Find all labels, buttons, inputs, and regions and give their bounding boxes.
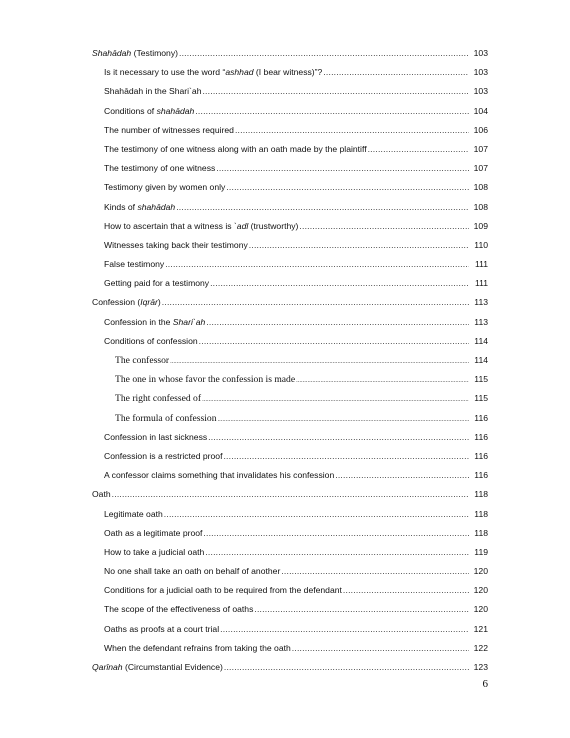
toc-entry[interactable] [92, 370, 488, 389]
toc-entry-title [92, 485, 111, 504]
toc-entry-title [104, 620, 219, 639]
toc-entry-title [104, 639, 291, 658]
toc-entry-page: 108 [473, 201, 488, 212]
toc-entry-leader-dots [165, 255, 469, 274]
toc-entry-page: 103 [473, 67, 488, 78]
toc-entry-title-part: (trustworthy) [248, 220, 299, 231]
toc-entry-page: 109 [473, 220, 488, 231]
toc-entry-page: 116 [474, 412, 488, 423]
toc-entry-page: 103 [473, 48, 488, 58]
toc-entry-leader-dots [335, 466, 469, 485]
toc-entry-leader-dots [226, 178, 469, 197]
toc-entry-title [104, 102, 194, 121]
toc-entry-page: 116 [474, 450, 488, 461]
toc-entry-title [104, 63, 322, 82]
toc-entry-page: 120 [473, 604, 488, 615]
toc-entry-title-part: Getting paid for a testimony [104, 278, 210, 289]
toc-entry-leader-dots [208, 428, 469, 447]
toc-entry-leader-dots [202, 390, 469, 409]
toc-entry-page: 116 [474, 470, 488, 481]
toc-entry-title [104, 255, 164, 274]
toc-entry-title-part: The scope of the effectiveness of oaths [104, 604, 254, 615]
toc-entry-leader-dots [202, 82, 469, 101]
toc-entry[interactable] [92, 159, 488, 178]
toc-entry-page: 104 [473, 105, 488, 116]
toc-entry-page: 123 [473, 662, 488, 672]
toc-entry-leader-dots [281, 562, 469, 581]
toc-entry[interactable] [92, 198, 488, 217]
toc-entry-title-part: ) [157, 297, 161, 308]
toc-entry-title-part: shahādah [137, 201, 176, 212]
toc-entry-title-part: Oaths as proofs at a court trial [104, 623, 220, 634]
toc-entry-title [104, 178, 225, 197]
toc-entry-title-part: (Testimony) [131, 48, 178, 58]
toc-entry-leader-dots [164, 505, 469, 524]
toc-entry-page: 114 [474, 355, 488, 365]
toc-entry-title-part: Legitimate oath [104, 508, 163, 519]
toc-entry-title [104, 562, 280, 581]
toc-entry-page: 108 [473, 182, 488, 193]
toc-entry-title [115, 389, 201, 408]
toc-entry-title-part: Conditions for a judicial oath to be required from the defendant [104, 585, 342, 596]
toc-entry-title [115, 409, 217, 428]
toc-entry-leader-dots [203, 524, 469, 543]
toc-entry[interactable] [92, 639, 488, 658]
toc-entry-leader-dots [343, 581, 469, 600]
toc-entry-title [104, 313, 205, 332]
toc-entry[interactable] [92, 543, 488, 562]
toc-entry-leader-dots [323, 63, 469, 82]
toc-entry-title-part: ashhad [225, 67, 254, 78]
toc-entry-page: 113 [474, 316, 488, 327]
toc-entry-page: 110 [474, 239, 488, 250]
toc-entry-leader-dots [206, 313, 469, 332]
toc-entry-leader-dots [254, 600, 469, 619]
toc-entry-title-part: Iqrār [140, 297, 158, 308]
toc-entry-title-part: Oath [92, 489, 111, 500]
toc-entry-page: 116 [474, 431, 488, 442]
toc-entry-page: 107 [473, 143, 488, 154]
toc-entry[interactable] [92, 82, 488, 101]
toc-entry[interactable] [92, 293, 488, 312]
toc-entry-title [104, 600, 253, 619]
toc-entry-title [92, 44, 178, 63]
toc-entry-leader-dots [235, 121, 469, 140]
toc-entry-leader-dots [205, 543, 469, 562]
toc-entry[interactable] [92, 140, 488, 159]
toc-entry[interactable] [92, 313, 488, 332]
toc-entry-title [92, 658, 223, 677]
toc-entry[interactable] [92, 562, 488, 581]
toc-entry-title-part: Shahādah [92, 48, 132, 58]
toc-entry-title-part: Confession in the [104, 316, 173, 327]
toc-entry[interactable] [92, 274, 488, 293]
toc-entry-leader-dots [218, 410, 469, 429]
toc-entry-leader-dots [223, 447, 469, 466]
toc-entry-leader-dots [170, 352, 469, 371]
toc-entry-title [104, 428, 207, 447]
toc-entry-title [104, 524, 202, 543]
toc-entry-title [104, 581, 342, 600]
toc-entry-title-part: Kinds of [104, 201, 138, 212]
toc-entry[interactable] [92, 466, 488, 485]
toc-entry-title-part: Conditions of [104, 105, 157, 116]
toc-entry-title-part: Oath as a legitimate proof [104, 527, 203, 538]
toc-entry-title-part: The testimony of one witness along with an oath made by the plaintiff [104, 143, 367, 154]
toc-entry-title-part: shahādah [156, 105, 195, 116]
table-of-contents [92, 44, 488, 677]
toc-entry-page: 103 [473, 86, 488, 97]
toc-entry-title-part: False testimony [104, 259, 165, 270]
toc-entry[interactable] [92, 217, 488, 236]
toc-entry-leader-dots [296, 371, 469, 390]
toc-entry-title-part: Shahādah in the Shari`ah [104, 86, 202, 97]
toc-entry[interactable] [92, 351, 488, 370]
toc-entry[interactable] [92, 178, 488, 197]
toc-entry[interactable] [92, 121, 488, 140]
toc-entry-page: 115 [474, 393, 488, 404]
toc-entry-title [115, 351, 169, 370]
toc-entry[interactable] [92, 102, 488, 121]
toc-entry-title-part: Confession is a restricted proof [104, 450, 223, 461]
toc-entry[interactable] [92, 524, 488, 543]
toc-entry-title-part: The confessor [115, 355, 170, 366]
toc-entry-title-part: No one shall take an oath on behalf of another [104, 566, 281, 577]
toc-entry-title-part: The number of witnesses required [104, 124, 234, 135]
toc-entry-title [104, 217, 298, 236]
toc-entry-title-part: Witnesses taking back their testimony [104, 239, 248, 250]
toc-entry-leader-dots [299, 217, 469, 236]
toc-entry-page: 118 [474, 489, 488, 500]
toc-entry-page: 107 [473, 163, 488, 174]
toc-entry[interactable] [92, 600, 488, 619]
toc-entry-page: 113 [474, 297, 488, 308]
toc-entry-page: 122 [473, 642, 488, 653]
toc-entry-title [104, 198, 175, 217]
toc-entry[interactable] [92, 620, 488, 639]
toc-entry-title [104, 505, 163, 524]
toc-entry-title-part: The right confessed of [115, 393, 202, 405]
toc-entry-page: 119 [474, 546, 488, 557]
toc-entry-title-part: (I bear witness)”? [253, 67, 323, 78]
toc-entry-page: 120 [473, 566, 488, 577]
toc-entry-title [92, 293, 161, 312]
toc-entry-title [104, 543, 204, 562]
toc-entry-title-part: How to take a judicial oath [104, 546, 205, 557]
toc-entry-leader-dots [292, 639, 469, 658]
toc-entry[interactable] [92, 658, 488, 677]
toc-entry-title-part: A confessor claims something that invalidates his confession [104, 470, 335, 481]
toc-entry-title-part: The testimony of one witness [104, 163, 216, 174]
toc-entry[interactable] [92, 332, 488, 351]
toc-entry[interactable] [92, 44, 488, 63]
toc-entry-title [104, 82, 201, 101]
toc-entry-title [104, 159, 215, 178]
toc-entry-title [104, 140, 367, 159]
toc-entry-leader-dots [195, 102, 469, 121]
toc-entry-leader-dots [220, 620, 469, 639]
toc-entry-leader-dots [199, 332, 469, 351]
toc-entry-title-part: `adl [233, 220, 249, 231]
toc-entry-title-part: Is it necessary to use the word “ [104, 67, 226, 78]
toc-entry-title [115, 370, 295, 389]
toc-entry-page: 114 [474, 335, 488, 346]
toc-entry-title-part: How to ascertain that a witness is [104, 220, 234, 231]
toc-entry[interactable] [92, 485, 488, 504]
toc-entry-title [104, 274, 209, 293]
toc-entry-title [104, 236, 248, 255]
toc-entry-leader-dots [162, 293, 469, 312]
toc-entry-page: 121 [473, 623, 488, 634]
toc-entry-title-part: Shari`ah [172, 316, 206, 327]
toc-entry-title [104, 466, 334, 485]
toc-entry-title [104, 121, 234, 140]
toc-entry-leader-dots [210, 274, 469, 293]
toc-entry[interactable] [92, 236, 488, 255]
toc-entry-title-part: The one in whose favor the confession is made [115, 374, 296, 386]
toc-entry-page: 111 [474, 278, 488, 289]
toc-entry-title-part: When the defendant refrains from taking the oath [104, 642, 291, 653]
toc-entry-page: 120 [473, 585, 488, 596]
toc-entry[interactable] [92, 428, 488, 447]
toc-entry-leader-dots [216, 159, 469, 178]
toc-entry-leader-dots [249, 236, 469, 255]
toc-entry-leader-dots [176, 198, 469, 217]
toc-entry-page: 118 [474, 508, 488, 519]
toc-entry[interactable] [92, 409, 488, 428]
toc-entry-page: 111 [474, 259, 488, 270]
toc-entry-leader-dots [112, 485, 469, 504]
toc-entry-leader-dots [179, 44, 469, 63]
page-number: 6 [482, 678, 488, 690]
toc-entry-title-part: The formula of confession [115, 412, 217, 424]
toc-entry[interactable] [92, 447, 488, 466]
toc-entry-title-part: Conditions of confession [104, 335, 198, 346]
toc-entry-page: 115 [474, 374, 488, 385]
toc-entry-page: 118 [474, 527, 488, 538]
toc-entry-leader-dots [368, 140, 469, 159]
toc-entry-title-part: Qarīnah [92, 662, 123, 672]
toc-entry[interactable] [92, 255, 488, 274]
toc-entry[interactable] [92, 581, 488, 600]
toc-entry-title [104, 447, 222, 466]
toc-entry-leader-dots [224, 658, 469, 677]
toc-entry[interactable] [92, 63, 488, 82]
toc-entry-title [104, 332, 198, 351]
toc-entry[interactable] [92, 389, 488, 408]
toc-entry-page: 106 [473, 124, 488, 135]
toc-entry[interactable] [92, 505, 488, 524]
toc-entry-title-part: Confession in last sickness [104, 431, 208, 442]
toc-entry-title-part: Confession ( [92, 297, 141, 308]
toc-entry-title-part: Testimony given by women only [104, 182, 226, 193]
toc-entry-title-part: (Circumstantial Evidence) [122, 662, 223, 672]
